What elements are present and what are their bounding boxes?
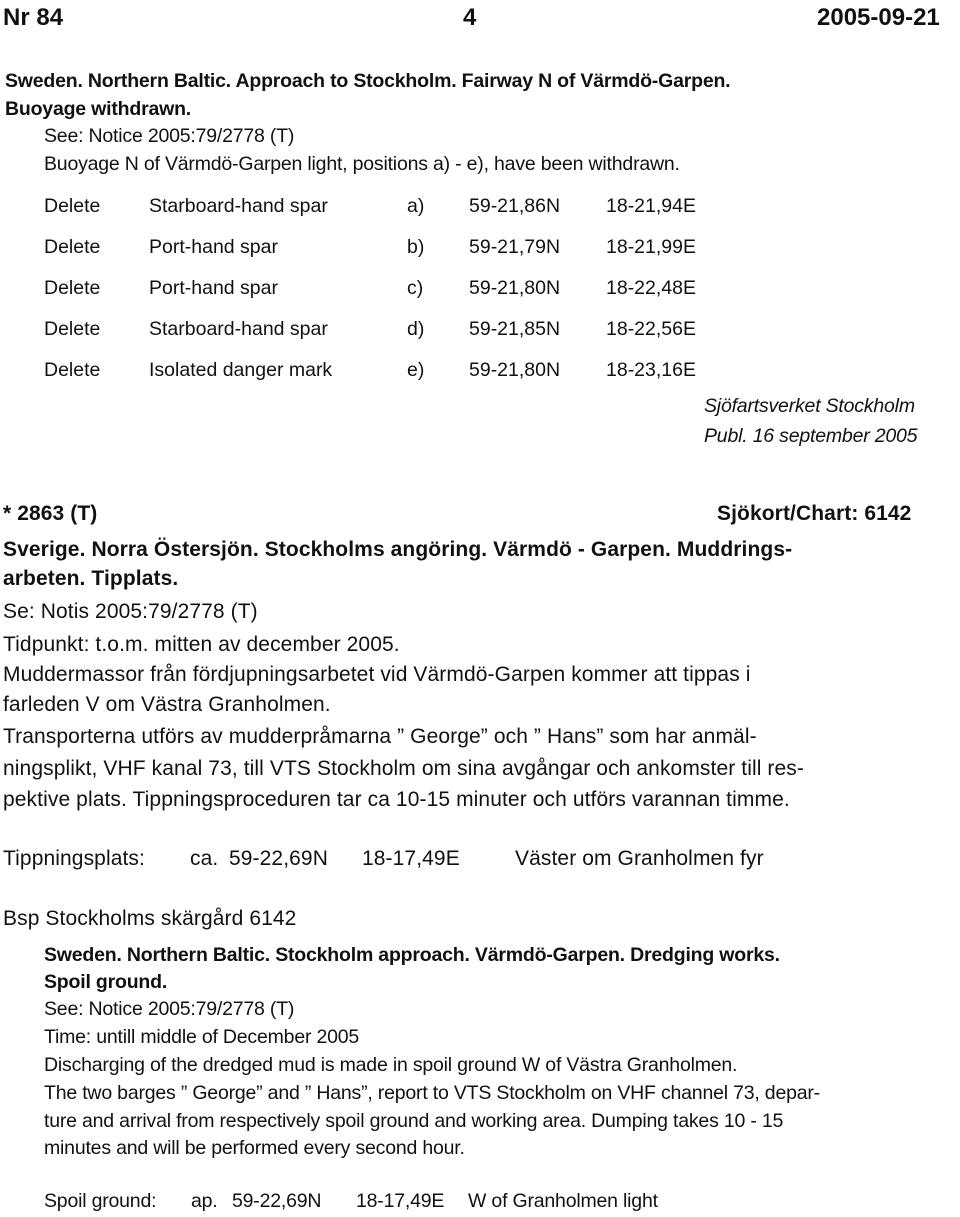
notice-title-cont: Spoil ground. xyxy=(44,971,168,993)
dump-latitude: 59-22,69N xyxy=(229,847,328,870)
row-position-id: b) xyxy=(407,236,425,258)
row-latitude: 59-21,79N xyxy=(469,236,561,258)
notice-number: * 2863 (T) xyxy=(3,502,98,525)
authority: Sjöfartsverket Stockholm xyxy=(704,395,915,417)
notice-see: See: Notice 2005:79/2778 (T) xyxy=(44,125,295,147)
spoil-latitude: 59-22,69N xyxy=(232,1190,322,1212)
page-number: 4 xyxy=(463,4,477,31)
table-row xyxy=(44,309,726,350)
row-object: Isolated danger mark xyxy=(149,359,333,381)
row-latitude: 59-21,85N xyxy=(469,318,561,340)
spoil-approx: ap. xyxy=(191,1190,218,1212)
notice-time: Tidpunkt: t.o.m. mitten av december 2005. xyxy=(3,633,400,656)
row-position-id: d) xyxy=(407,318,425,340)
issue-number: Nr 84 xyxy=(3,4,64,31)
notice-time: Time: untill middle of December 2005 xyxy=(44,1026,360,1048)
chart-number: Sjökort/Chart: 6142 xyxy=(717,502,912,525)
row-action: Delete xyxy=(44,359,101,381)
published-date: Publ. 16 september 2005 xyxy=(704,425,918,447)
notice-see: See: Notice 2005:79/2778 (T) xyxy=(44,998,295,1020)
row-longitude: 18-22,48E xyxy=(606,277,696,299)
dump-approx: ca. xyxy=(190,847,219,870)
paragraph-line: Muddermassor från fördjupningsarbetet vid Värmdö-Garpen kommer att tippas i xyxy=(3,663,751,686)
paragraph-line: minutes and will be performed every second hour. xyxy=(44,1137,465,1159)
notice-title: Sweden. Northern Baltic. Stockholm approach. Värmdö-Garpen. Dredging works. xyxy=(44,944,780,966)
paragraph-line: ture and arrival from respectively spoil ground and working area. Dumping takes 10 - 15 xyxy=(44,1110,784,1132)
notice-title: Sweden. Northern Baltic. Approach to Stockholm. Fairway N of Värmdö-Garpen. xyxy=(5,70,731,92)
row-position-id: a) xyxy=(407,195,425,217)
notice-title: Sverige. Norra Östersjön. Stockholms angöring. Värmdö - Garpen. Muddrings- xyxy=(3,538,793,561)
chart-reference: Bsp Stockholms skärgård 6142 xyxy=(3,907,297,930)
row-object: Port-hand spar xyxy=(149,277,278,299)
row-action: Delete xyxy=(44,236,101,258)
row-longitude: 18-22,56E xyxy=(606,318,696,340)
notice-title-cont: arbeten. Tipplats. xyxy=(3,567,179,590)
row-latitude: 59-21,86N xyxy=(469,195,561,217)
dump-longitude: 18-17,49E xyxy=(362,847,460,870)
row-object: Starboard-hand spar xyxy=(149,195,328,217)
table-row xyxy=(44,268,726,309)
row-position-id: c) xyxy=(407,277,424,299)
row-position-id: e) xyxy=(407,359,425,381)
paragraph-line: Transporterna utförs av mudderpråmarna ” George” och ” Hans” som har anmäl- xyxy=(3,725,757,748)
buoy-table xyxy=(44,186,726,391)
notice-title-cont: Buoyage withdrawn. xyxy=(5,98,192,120)
issue-date: 2005-09-21 xyxy=(817,4,940,31)
paragraph-line: pektive plats. Tippningsproceduren tar ca 10-15 minuter och utförs varannan timme. xyxy=(3,788,790,811)
row-longitude: 18-21,94E xyxy=(606,195,696,217)
paragraph-line: ningsplikt, VHF kanal 73, till VTS Stockholm om sina avgångar och ankomster till res- xyxy=(3,757,804,780)
dump-description: Väster om Granholmen fyr xyxy=(515,847,764,870)
spoil-longitude: 18-17,49E xyxy=(356,1190,445,1212)
paragraph-line: Discharging of the dredged mud is made in spoil ground W of Västra Granholmen. xyxy=(44,1054,738,1076)
notice-body: Buoyage N of Värmdö-Garpen light, positions a) - e), have been withdrawn. xyxy=(44,153,680,175)
table-row xyxy=(44,350,726,391)
spoil-description: W of Granholmen light xyxy=(468,1190,658,1212)
paragraph-line: farleden V om Västra Granholmen. xyxy=(3,693,331,716)
row-longitude: 18-23,16E xyxy=(606,359,696,381)
notice-see: Se: Notis 2005:79/2778 (T) xyxy=(3,600,258,623)
row-latitude: 59-21,80N xyxy=(469,277,561,299)
row-object: Port-hand spar xyxy=(149,236,278,258)
row-latitude: 59-21,80N xyxy=(469,359,561,381)
row-action: Delete xyxy=(44,195,101,217)
table-row xyxy=(44,227,726,268)
row-longitude: 18-21,99E xyxy=(606,236,696,258)
spoil-label: Spoil ground: xyxy=(44,1190,157,1212)
dump-label: Tippningsplats: xyxy=(3,847,145,870)
paragraph-line: The two barges ” George” and ” Hans”, report to VTS Stockholm on VHF channel 73, depar- xyxy=(44,1082,820,1104)
row-action: Delete xyxy=(44,277,101,299)
table-row xyxy=(44,186,726,227)
row-action: Delete xyxy=(44,318,101,340)
row-object: Starboard-hand spar xyxy=(149,318,328,340)
